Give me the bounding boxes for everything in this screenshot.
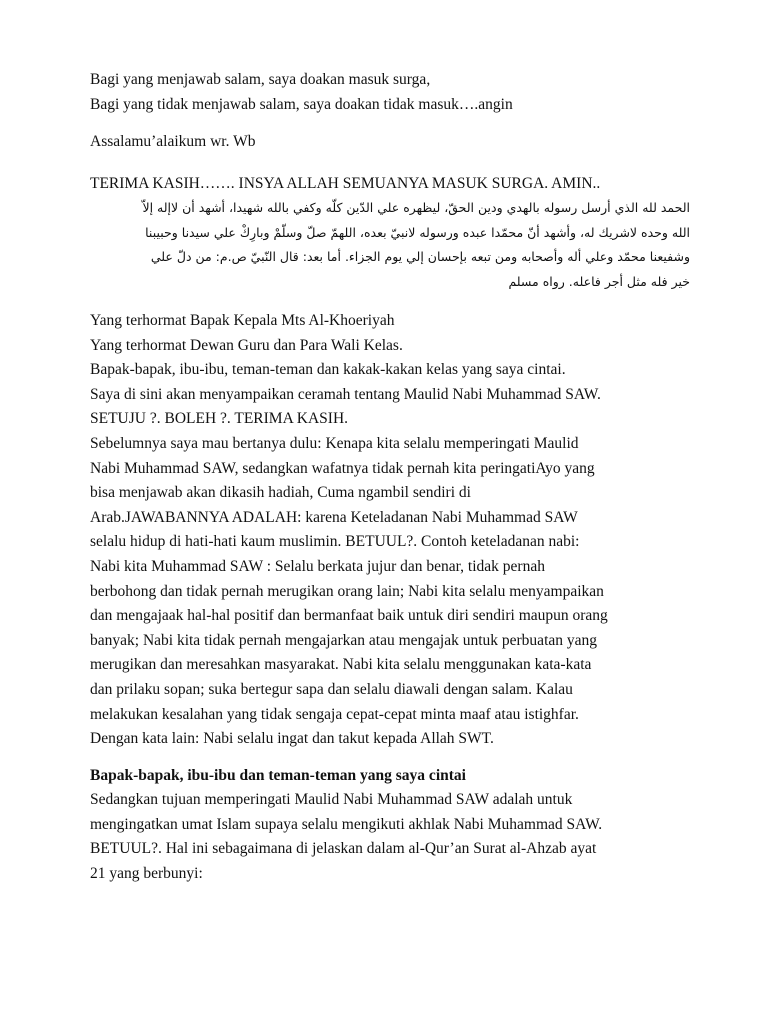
greeting-line-2: Bagi yang tidak menjawab salam, saya doakan tidak masuk….angin — [90, 95, 513, 113]
body-line-11: Nabi kita Muhammad SAW : Selalu berkata jujur dan benar, tidak pernah — [90, 557, 545, 575]
section-paragraph — [90, 788, 690, 886]
body-line-6: Sebelumnya saya mau bertanya dulu: Kenapa kita selalu memperingati Maulid — [90, 434, 579, 452]
body-line-15: merugikan dan meresahkan masyarakat. Nabi kita selalu menggunakan kata-kata — [90, 656, 592, 674]
body-line-14: banyak; Nabi kita tidak pernah mengajarkan atau mengajak untuk perbuatan yang — [90, 631, 598, 649]
body-line-4: Saya di sini akan menyampaikan ceramah tentang Maulid Nabi Muhammad SAW. — [90, 385, 601, 403]
greeting-line-1: Bagi yang menjawab salam, saya doakan masuk surga, — [90, 71, 431, 88]
body-line-13: dan mengajaak hal-hal positif dan bermanfaat baik untuk diri sendiri maupun orang — [90, 607, 608, 625]
arabic-line-2: الله وحده لاشريك له، وأشهد أنّ محمّدا عبده ورسوله لانبيّ بعده، اللهمّ صلّ وسلّمْ وبارِكْ علي سيدنا وحبيبنا — [145, 224, 690, 240]
arabic-line-1: الحمد لله الذي أرسل رسوله بالهدي ودين الحقّ، ليظهره علي الدّين كلّه وكفي بالله شهيدا، أشهد أن لاإله إلاّ — [142, 200, 690, 215]
body-line-7: Nabi Muhammad SAW, sedangkan wafatnya tidak pernah kita peringatiAyo yang — [90, 459, 595, 477]
section-heading-block — [90, 764, 690, 789]
body-line-5: SETUJU ?. BOLEH ?. TERIMA KASIH. — [90, 410, 349, 428]
body-line-12: berbohong dan tidak pernah merugikan orang lain; Nabi kita selalu menyampaikan — [90, 582, 604, 600]
body-line-18: Dengan kata lain: Nabi selalu ingat dan takut kepada Allah SWT. — [90, 730, 494, 748]
body-line-9: Arab.JAWABANNYA ADALAH: karena Keteladanan Nabi Muhammad SAW — [90, 508, 578, 526]
greeting-paragraph — [90, 68, 690, 117]
section-heading: Bapak-bapak, ibu-ibu dan teman-teman yang saya cintai — [90, 767, 466, 784]
section-line-2: mengingatkan umat Islam supaya selalu mengikuti akhlak Nabi Muhammad SAW. — [90, 815, 603, 833]
section-line-1: Sedangkan tujuan memperingati Maulid Nabi Muhammad SAW adalah untuk — [90, 791, 573, 808]
body-paragraph — [90, 309, 690, 752]
body-line-2: Yang terhormat Dewan Guru dan Para Wali Kelas. — [90, 336, 403, 354]
section-line-3: BETUUL?. Hal ini sebagaimana di jelaskan dalam al-Qur’an Surat al-Ahzab ayat — [90, 840, 597, 858]
arabic-line-3: وشفيعنا محمّد وعلي أله وأصحابه ومن تبعه بإحسان إلي يوم الجزاء. أما بعد: قال النّبيّ ص.م: من دلّ علي — [150, 249, 690, 265]
body-line-3: Bapak-bapak, ibu-ibu, teman-teman dan kakak-kakan kelas yang saya cintai. — [90, 361, 566, 379]
arabic-line-4: خير فله مثل أجر فاعله. رواه مسلم — [508, 273, 690, 289]
thanks-line: TERIMA KASIH……. INSYA ALLAH SEMUANYA MASUK SURGA. AMIN.. — [90, 175, 601, 192]
salam-line: Assalamu’alaikum wr. Wb — [90, 133, 256, 150]
thanks-paragraph — [90, 172, 690, 197]
body-line-16: dan prilaku sopan; suka bertegur sapa dan selalu diawali dengan salam. Kalau — [90, 680, 573, 698]
body-line-10: selalu hidup di hati-hati kaum muslimin. BETUUL?. Contoh keteladanan nabi: — [90, 533, 580, 551]
body-line-17: melakukan kesalahan yang tidak sengaja cepat-cepat minta maaf atau istighfar. — [90, 705, 579, 723]
arabic-opening-paragraph — [88, 196, 690, 294]
section-line-4: 21 yang berbunyi: — [90, 864, 203, 882]
body-line-8: bisa menjawab akan dikasih hadiah, Cuma ngambil sendiri di — [90, 484, 471, 502]
body-line-1: Yang terhormat Bapak Kepala Mts Al-Khoeriyah — [90, 312, 395, 329]
salam-paragraph — [90, 130, 690, 155]
